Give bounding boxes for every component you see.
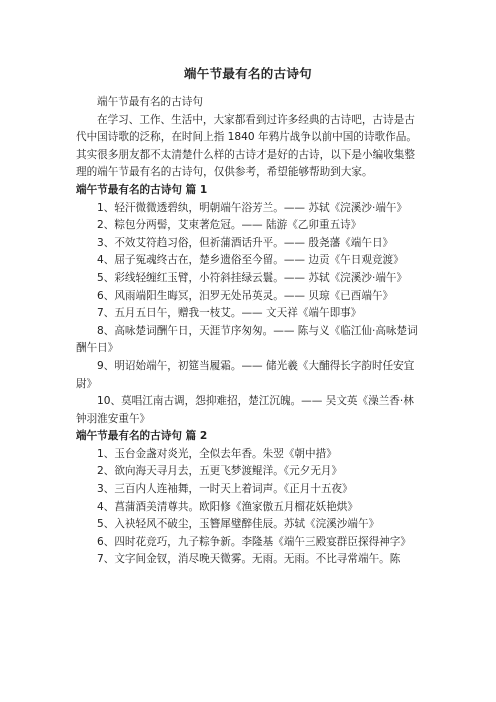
poem-line: 3、三百内人连袖舞，一时天上着词声。《正月十五夜》 — [97, 483, 353, 496]
poem-line: 7、文字间金钗，消尽晚天微雾。无雨。无雨。不比寻常端午。陈 — [97, 553, 401, 566]
section-heading-1: 端午节最有名的古诗句 篇 1 — [76, 183, 208, 196]
intro-paragraph: 在学习、工作、生活中，大家都看到过许多经典的古诗吧，古诗是古代中国诗歌的泛称，在时间上指 1840 年鸦片战争以前中国的诗歌作品。其实很多朋友都不太清楚什么样的古诗才是好的古诗，以下是小编收集整理的端午节最有名的古诗句，仅供参考，希望能够帮助到大家。 — [76, 113, 417, 179]
document-body — [76, 94, 421, 569]
poem-line: 4、菖蒲酒美清尊共。欧阳修《渔家傲五月榴花妖艳烘》 — [97, 500, 358, 513]
poem-line: 1、玉台金盏对炎光，全似去年香。朱翌《朝中措》 — [97, 447, 337, 460]
poem-line: 9、明诏始端午，初筵当履霜。—— 储光羲《大酺得长字韵时任安宜尉》 — [76, 359, 415, 390]
poem-line: 6、风雨端阳生晦冥，汨罗无处吊英灵。—— 贝琼《已酉端午》 — [97, 289, 394, 302]
poem-line: 10、莫唱江南古调，怨抑难招，楚江沉魄。—— 吴文英《澡兰香·林钟羽淮安重午》 — [76, 395, 414, 425]
section-heading-2: 端午节最有名的古诗句 篇 2 — [76, 430, 208, 443]
poem-line: 1、轻汗微微透碧纨，明朝端午浴芳兰。—— 苏轼《浣溪沙·端午》 — [97, 201, 408, 214]
poem-line: 8、高咏楚词酬午日，天涯节序匆匆。—— 陈与义《临江仙·高咏楚词酬午日》 — [76, 324, 418, 355]
poem-line: 5、入袂轻风不破尘，玉簪犀璧醉佳辰。苏轼《浣溪沙端午》 — [97, 518, 380, 531]
poem-line: 3、不效艾符趋习俗，但祈蒲酒话升平。—— 殷尧藩《端午日》 — [97, 236, 394, 249]
subtitle: 端午节最有名的古诗句 — [97, 96, 203, 108]
poem-line: 6、四时花竞巧，九子粽争新。李隆基《端午三殿宴群臣探得神字》 — [97, 535, 411, 548]
document-title: 端午节最有名的古诗句 — [183, 66, 312, 81]
poem-line: 5、彩线轻缠红玉臂，小符斜挂绿云鬟。—— 苏轼《浣溪沙·端午》 — [97, 271, 408, 284]
poem-line: 2、欲向海天寻月去，五更飞梦渡鲲洋。《元夕无月》 — [97, 465, 343, 478]
poem-line: 7、五月五日午，赠我一枝艾。—— 文天祥《端午即事》 — [97, 307, 362, 320]
poem-line: 4、屈子冤魂终古在，楚乡遗俗至今留。—— 边贡《午日观竞渡》 — [97, 254, 404, 267]
poem-line: 2、粽包分两髻，艾束著危冠。—— 陆游《乙卯重五诗》 — [97, 219, 362, 232]
